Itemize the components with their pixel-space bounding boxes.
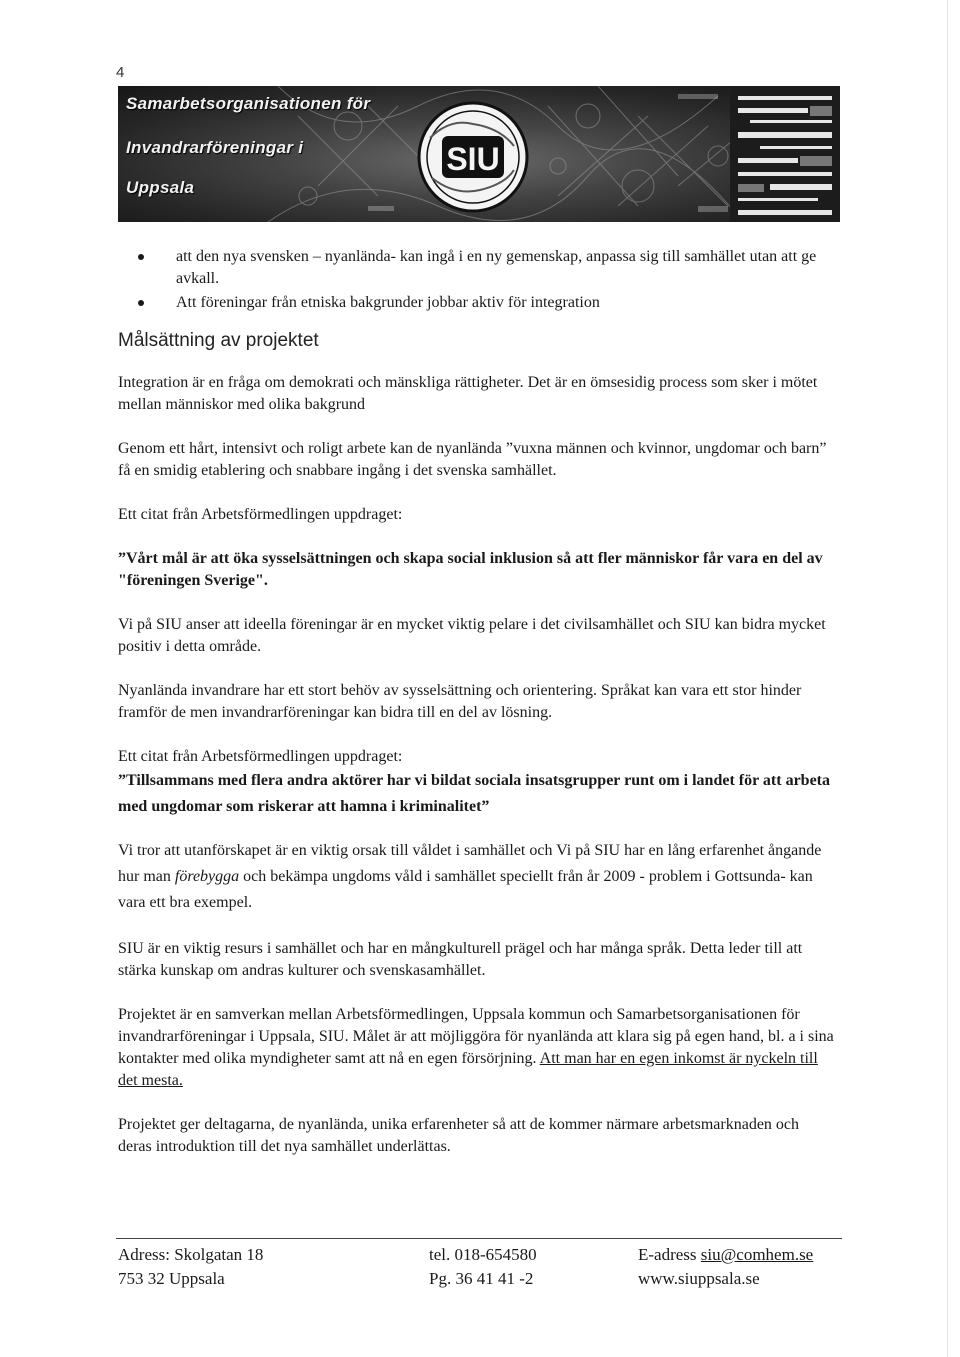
logo-text: SIU xyxy=(446,141,500,177)
paragraph-exclusion-part-1: Vi tror att utanförskapet är en viktig orsak till våldet i samhället och Vi på SIU har en lång erfarenhet ångande hur man xyxy=(118,842,822,885)
paragraph-project xyxy=(118,1004,834,1092)
paragraph-participants: Projektet ger deltagarna, de nyanlända, unika erfarenheter så att de kommer närmare arbetsmarknaden och deras introduktion till det nya samhället underlättas. xyxy=(118,1116,800,1155)
paragraph-integration: Integration är en fråga om demokrati och mänskliga rättigheter. Det är en ömsesidig process som sker i mötet mellan människor med olika bakgrund xyxy=(118,374,818,413)
footer-divider xyxy=(116,1238,842,1239)
paragraph-resource: SIU är en viktig resurs i samhället och har en mångkulturell prägel och har många språk. Detta leder till att stärka kunskap om andras kulturer och svenskasamhället. xyxy=(118,940,803,979)
quote-intro-2: Ett citat från Arbetsförmedlingen uppdraget: xyxy=(118,748,403,765)
paragraph-associations: Vi på SIU anser att ideella föreningar är en mycket viktig pelare i det civilsamhället och SIU kan bidra mycket positiv i detta område. xyxy=(118,616,826,655)
section-heading: Målsättning av projektet xyxy=(118,330,319,351)
list-item: att den nya svensken – nyanlända- kan ingå i en ny gemenskap, anpassa sig till samhället utan att ge avkall. xyxy=(118,246,834,290)
footer-address xyxy=(118,1243,263,1291)
scan-edge-line xyxy=(947,0,948,1357)
underlined-sentence: Att man har en egen inkomst är nyckeln till det mesta. xyxy=(118,1050,818,1089)
org-name-line-2: Invandrarföreningar i xyxy=(126,138,304,157)
paragraph-newcomers: Genom ett hårt, intensivt och roligt arbete kan de nyanlända ”vuxna männen och kvinnor, ungdomar och barn” få en smidig etablering och snabbare ingång i det svenska samhället. xyxy=(118,440,827,479)
email-link[interactable]: siu@comhem.se xyxy=(700,1245,814,1264)
paragraph-exclusion xyxy=(118,838,834,916)
quote-1: ”Vårt mål är att öka sysselsättningen och skapa social inklusion så att fler människor får vara en del av "föreningen Sverige". xyxy=(118,550,823,589)
document-body xyxy=(118,246,834,1158)
address-line-2: 753 32 Uppsala xyxy=(118,1269,225,1288)
paragraph-project-text: Projektet är en samverkan mellan Arbetsförmedlingen, Uppsala kommun och Samarbetsorganisationen för invandrarföreningar i Uppsala, SIU. Målet är att möjliggöra för nyanlända att klara sig på egen hand, bl. a i sina kontakter med olika myndigheter samt att nå en egen försörjning. xyxy=(118,1006,834,1067)
footer-phone-giro xyxy=(429,1243,537,1291)
page-number: 4 xyxy=(116,64,125,81)
banner-stripes-decoration xyxy=(730,86,840,222)
address-line-1: Adress: Skolgatan 18 xyxy=(118,1245,264,1264)
phone-number: tel. 018-654580 xyxy=(429,1245,537,1264)
quote-intro-1: Ett citat från Arbetsförmedlingen uppdraget: xyxy=(118,506,403,523)
paragraph-exclusion-part-2: och bekämpa ungdoms våld i samhället speciellt från år 2009 - problem i Gottsunda- kan vara ett bra exempel. xyxy=(118,868,813,911)
quote-2: ”Tillsammans med flera andra aktörer har vi bildat sociala insatsgrupper runt om i landet för att arbeta med ungdomar som riskerar att hamna i kriminalitet” xyxy=(118,772,831,815)
list-item: Att föreningar från etniska bakgrunder jobbar aktiv för integration xyxy=(118,292,834,314)
email-label: E-adress xyxy=(638,1245,701,1264)
header-banner xyxy=(118,86,840,222)
email-line xyxy=(638,1243,813,1267)
website-link[interactable]: www.siuppsala.se xyxy=(638,1269,760,1288)
paragraph-employment: Nyanlända invandrare har ett stort behöv av sysselsättning och orientering. Språkat kan vara ett stor hinder framför de men invandrarföreningar kan bidra till en del av lösning. xyxy=(118,682,802,721)
emphasized-word: förebygga xyxy=(174,868,240,885)
siu-logo xyxy=(410,98,536,216)
org-name-line-3: Uppsala xyxy=(126,178,195,197)
footer-contact xyxy=(638,1243,813,1291)
postgiro-number: Pg. 36 41 41 -2 xyxy=(429,1269,534,1288)
org-name-line-1: Samarbetsorganisationen för xyxy=(126,94,371,113)
intro-bullet-list xyxy=(118,246,834,314)
